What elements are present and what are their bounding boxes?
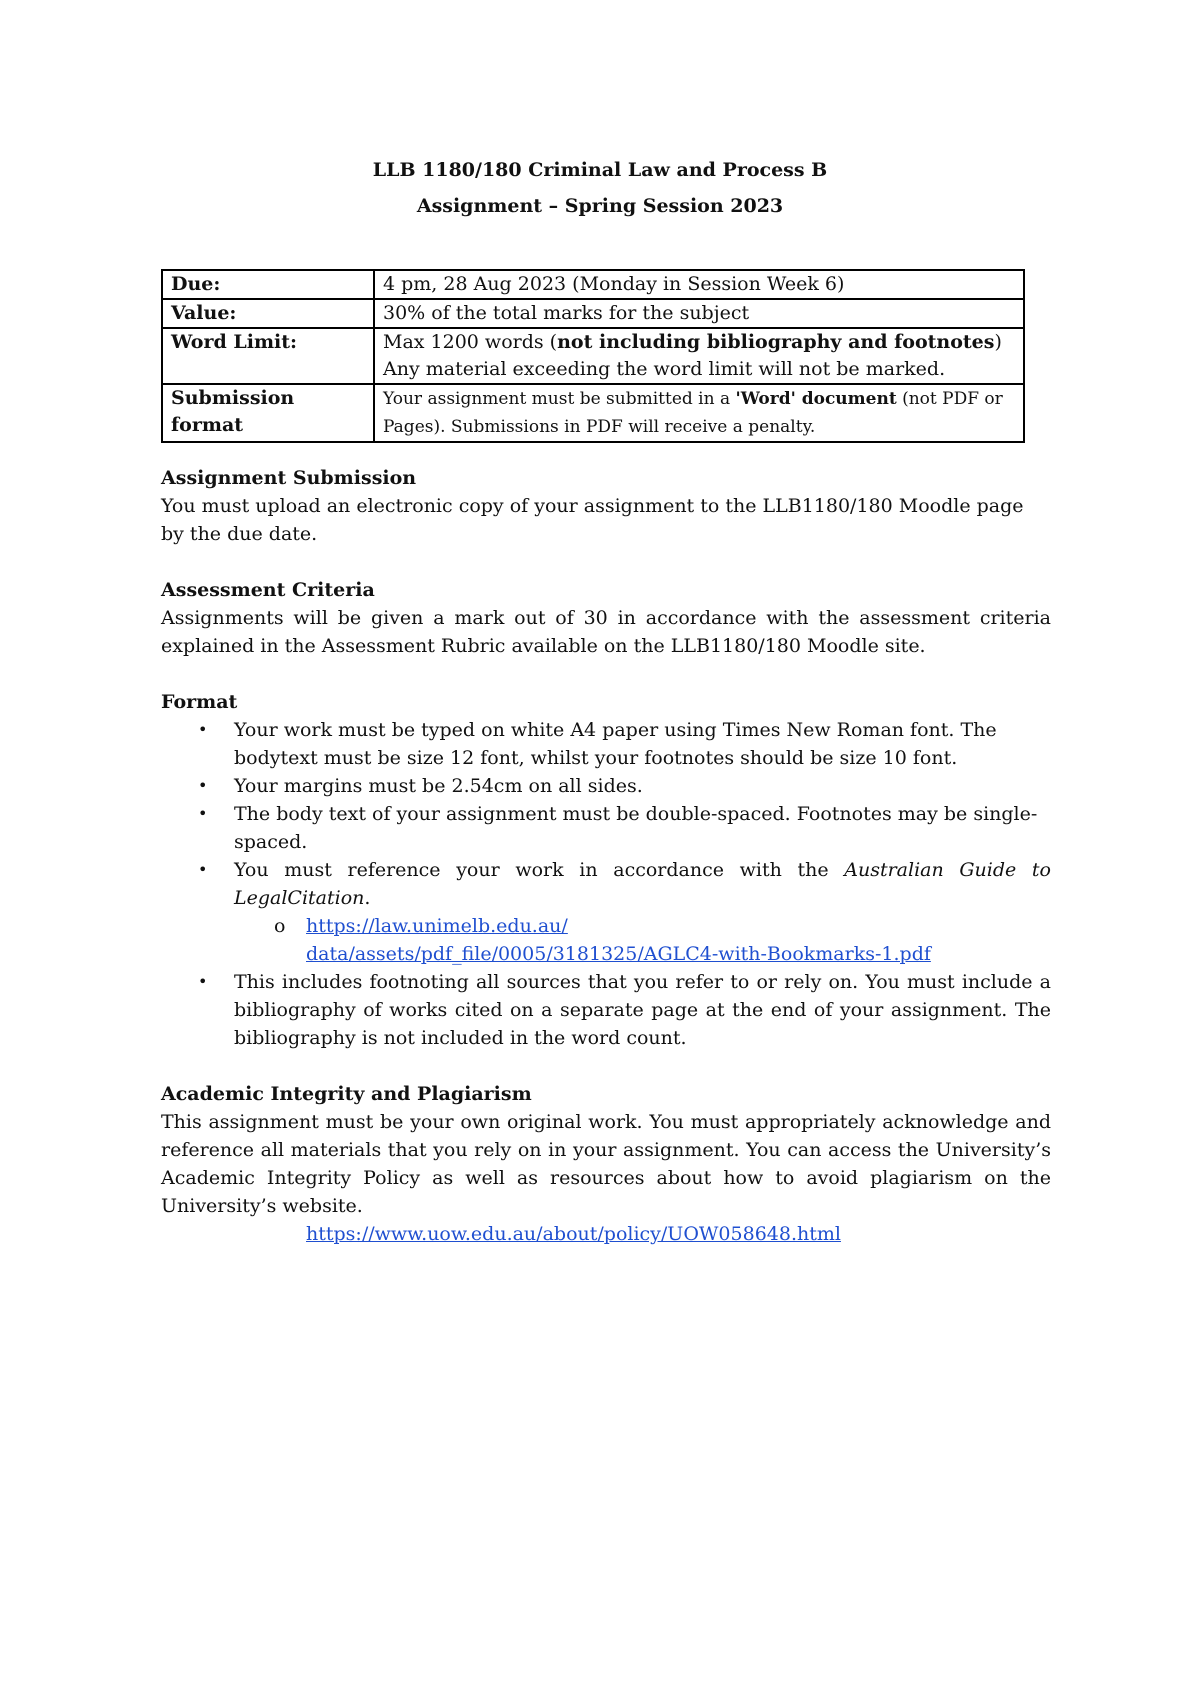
document-body <box>161 464 1051 1248</box>
criteria-heading: Assessment Criteria <box>161 579 375 601</box>
criteria-text: Assignments will be given a mark out of 30 in accordance with the assessment criteria explained in the Assessment Rubric available on the LLB1180/180 Moodle site. <box>161 607 1051 657</box>
aglc-link[interactable]: https://law.unimelb.edu.au/ data/assets/pdf_file/0005/3181325/AGLC4-with-Bookmarks-1.pdf <box>306 915 931 965</box>
value-value: 30% of the total marks for the subject <box>374 299 1024 328</box>
submission-text: You must upload an electronic copy of your assignment to the LLB1180/180 Moodle page by the due date. <box>161 495 1024 545</box>
table-row <box>162 384 1024 442</box>
format-list-continued <box>161 968 1051 1052</box>
word-limit-value: Max 1200 words (not including bibliography and footnotes) Any material exceeding the word limit will not be marked. <box>374 328 1024 384</box>
format-heading: Format <box>161 691 238 713</box>
assignment-details-table <box>161 269 1025 443</box>
table-row <box>162 270 1024 299</box>
integrity-heading: Academic Integrity and Plagiarism <box>161 1083 532 1105</box>
list-item: • Your work must be typed on white A4 paper using Times New Roman font. The bodytext must be size 12 font, whilst your footnotes should be size 10 font. <box>161 716 1051 772</box>
value-label: Value: <box>162 299 374 328</box>
integrity-policy-link[interactable]: https://www.uow.edu.au/about/policy/UOW058648.html <box>306 1223 841 1245</box>
word-limit-label: Word Limit: <box>162 328 374 384</box>
list-item: • Your margins must be 2.54cm on all sides. <box>161 772 1051 800</box>
word-limit-note: Any material exceeding the word limit will not be marked. <box>383 358 946 380</box>
due-label: Due: <box>162 270 374 299</box>
submission-format-value: Your assignment must be submitted in a 'Word' document (not PDF or Pages). Submissions in PDF will receive a penalty. <box>374 384 1024 442</box>
sub-bullet-icon: o <box>274 915 286 937</box>
format-sublist <box>161 912 1051 968</box>
bullet-icon: • <box>198 860 208 879</box>
submission-format-label: Submission format <box>162 384 374 442</box>
list-item: • The body text of your assignment must be double-spaced. Footnotes may be single-spaced. <box>161 800 1051 856</box>
aglc-title: Australian Guide to LegalCitation <box>234 859 1051 909</box>
list-item: • This includes footnoting all sources that you refer to or rely on. You must include a bibliography of works cited on a separate page at the end of your assignment. The bibliography is not included in the word count. <box>161 968 1051 1052</box>
table-row <box>162 299 1024 328</box>
document-title: LLB 1180/180 Criminal Law and Process B <box>372 159 828 181</box>
bullet-icon: • <box>198 972 208 991</box>
bullet-icon: • <box>198 804 208 823</box>
bullet-icon: • <box>198 720 208 739</box>
document-subtitle: Assignment – Spring Session 2023 <box>416 195 784 217</box>
bullet-icon: • <box>198 776 208 795</box>
integrity-link-row <box>161 1220 1051 1248</box>
due-value: 4 pm, 28 Aug 2023 (Monday in Session Week 6) <box>374 270 1024 299</box>
table-row <box>162 328 1024 384</box>
submission-heading: Assignment Submission <box>161 467 417 489</box>
list-item <box>161 912 1051 968</box>
list-item: • You must reference your work in accordance with the Australian Guide to LegalCitation. <box>161 856 1051 912</box>
integrity-text: This assignment must be your own original work. You must appropriately acknowledge and reference all materials that you rely on in your assignment. You can access the University’s Academic Integrity Policy as well as resources about how to avoid plagiarism on the University’s website. <box>161 1111 1051 1217</box>
format-list <box>161 716 1051 912</box>
title-block <box>0 152 1200 224</box>
